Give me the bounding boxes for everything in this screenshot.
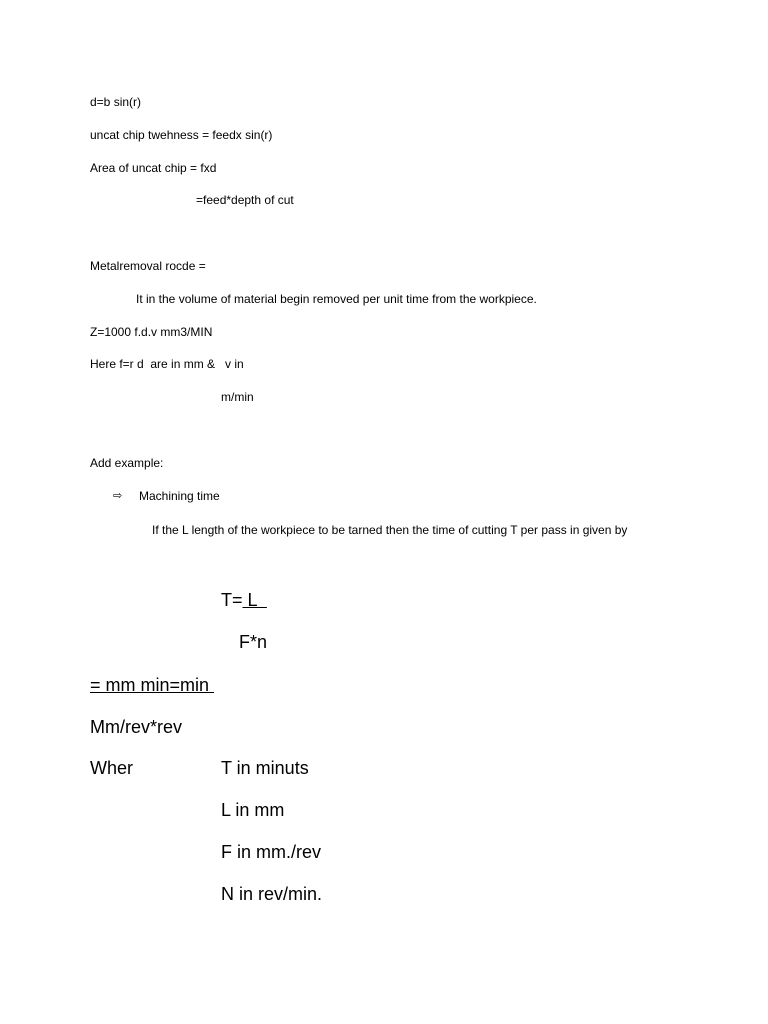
units-denominator: Mm/rev*rev xyxy=(90,717,183,737)
formula-t xyxy=(221,591,267,609)
metal-removal-definition: It in the volume of material begin removed per unit time from the workpiece. xyxy=(136,292,537,306)
eq-depth: d=b sin(r) xyxy=(90,95,142,109)
eq-uncut-chip-thickness: uncat chip twehness = feedx sin(r) xyxy=(90,128,273,142)
definition-n: N in rev/min. xyxy=(221,884,323,904)
units-note-continuation: m/min xyxy=(221,390,254,404)
arrow-right-outline-icon: ⇨ xyxy=(113,490,123,502)
where-label: Wher xyxy=(90,758,134,778)
eq-area-uncut-chip: Area of uncat chip = fxd xyxy=(90,161,217,175)
formula-t-numerator: L xyxy=(242,590,267,610)
units-numerator: = mm min=min xyxy=(90,675,215,695)
units-note: Here f=r d are in mm & v in xyxy=(90,357,244,371)
add-example-heading: Add example: xyxy=(90,456,164,470)
formula-t-denominator: F*n xyxy=(239,632,268,652)
machining-time-description: If the L length of the workpiece to be tarned then the time of cutting T per pass in given by xyxy=(152,523,628,537)
bullet-machining-time: Machining time xyxy=(139,489,220,503)
eq-area-continuation: =feed*depth of cut xyxy=(196,193,294,207)
eq-metal-removal-rate: Z=1000 f.d.v mm3/MIN xyxy=(90,325,213,339)
metal-removal-heading: Metalremoval rocde = xyxy=(90,259,206,273)
definition-f: F in mm./rev xyxy=(221,842,322,862)
definition-l: L in mm xyxy=(221,800,285,820)
formula-t-prefix: T= xyxy=(221,590,243,610)
definition-t: T in minuts xyxy=(221,758,309,778)
